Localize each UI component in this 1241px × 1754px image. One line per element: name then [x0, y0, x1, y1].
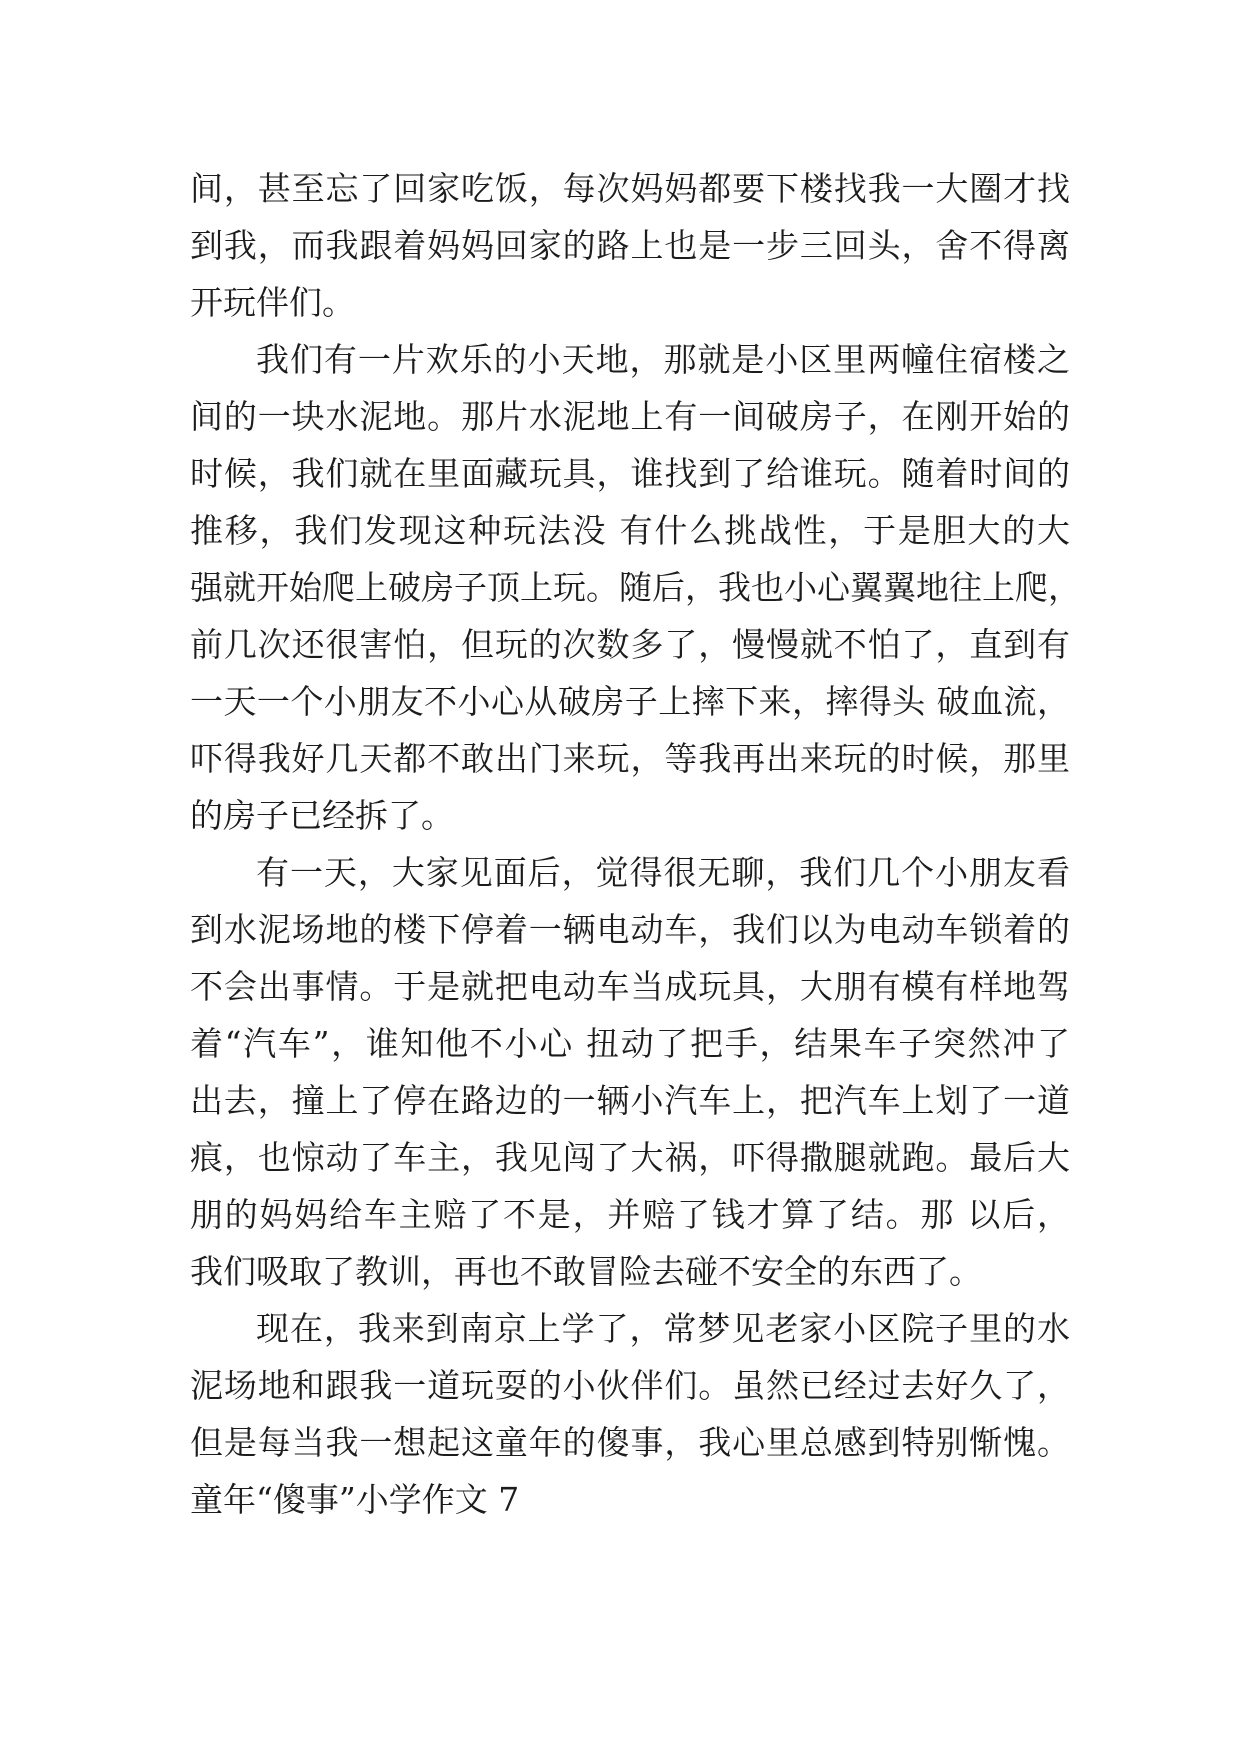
text-line: 间，甚至忘了回家吃饭，每次妈妈都要下楼找我一大圈才找	[190, 169, 1070, 208]
text-line: 出去，撞上了停在路边的一辆小汽车上，把汽车上划了一道	[190, 1081, 1070, 1120]
text-line: 到水泥场地的楼下停着一辆电动车，我们以为电动车锁着的	[190, 910, 1070, 949]
text-line: 前几次还很害怕，但玩的次数多了，慢慢就不怕了，直到有	[190, 625, 1070, 664]
text-line: 时候，我们就在里面藏玩具，谁找到了给谁玩。随着时间的	[190, 454, 1070, 493]
text-line: 但是每当我一想起这童年的傻事，我心里总感到特别惭愧。	[190, 1423, 1070, 1462]
text-line: 我们有一片欢乐的小天地，那就是小区里两幢住宿楼之	[256, 340, 1070, 379]
text-line: 着“汽车”，谁知他不小心 扭动了把手，结果车子突然冲了	[190, 1024, 1070, 1063]
essay-body	[190, 160, 1081, 1528]
text-line: 童年“傻事”小学作文 7	[190, 1480, 520, 1519]
text-line: 一天一个小朋友不小心从破房子上摔下来，摔得头 破血流，	[190, 682, 1070, 721]
text-line: 泥场地和跟我一道玩耍的小伙伴们。虽然已经过去好久了，	[190, 1366, 1070, 1405]
text-line: 我们吸取了教训，再也不敢冒险去碰不安全的东西了。	[190, 1252, 982, 1291]
text-line: 到我，而我跟着妈妈回家的路上也是一步三回头，舍不得离	[190, 226, 1070, 265]
text-line: 强就开始爬上破房子顶上玩。随后，我也小心翼翼地往上爬，	[190, 568, 1081, 607]
text-line: 不会出事情。于是就把电动车当成玩具，大朋有模有样地驾	[190, 967, 1070, 1006]
text-line: 的房子已经拆了。	[190, 796, 454, 835]
text-line: 推移，我们发现这种玩法没 有什么挑战性，于是胆大的大	[190, 511, 1070, 550]
text-line: 间的一块水泥地。那片水泥地上有一间破房子，在刚开始的	[190, 397, 1070, 436]
text-line: 开玩伴们。	[190, 283, 355, 322]
text-line: 现在，我来到南京上学了，常梦见老家小区院子里的水	[256, 1309, 1070, 1348]
text-line: 吓得我好几天都不敢出门来玩，等我再出来玩的时候，那里	[190, 739, 1070, 778]
text-line: 痕，也惊动了车主，我见闯了大祸，吓得撒腿就跑。最后大	[190, 1138, 1070, 1177]
text-line: 朋的妈妈给车主赔了不是，并赔了钱才算了结。那 以后，	[190, 1195, 1070, 1234]
text-line: 有一天，大家见面后，觉得很无聊，我们几个小朋友看	[256, 853, 1070, 892]
